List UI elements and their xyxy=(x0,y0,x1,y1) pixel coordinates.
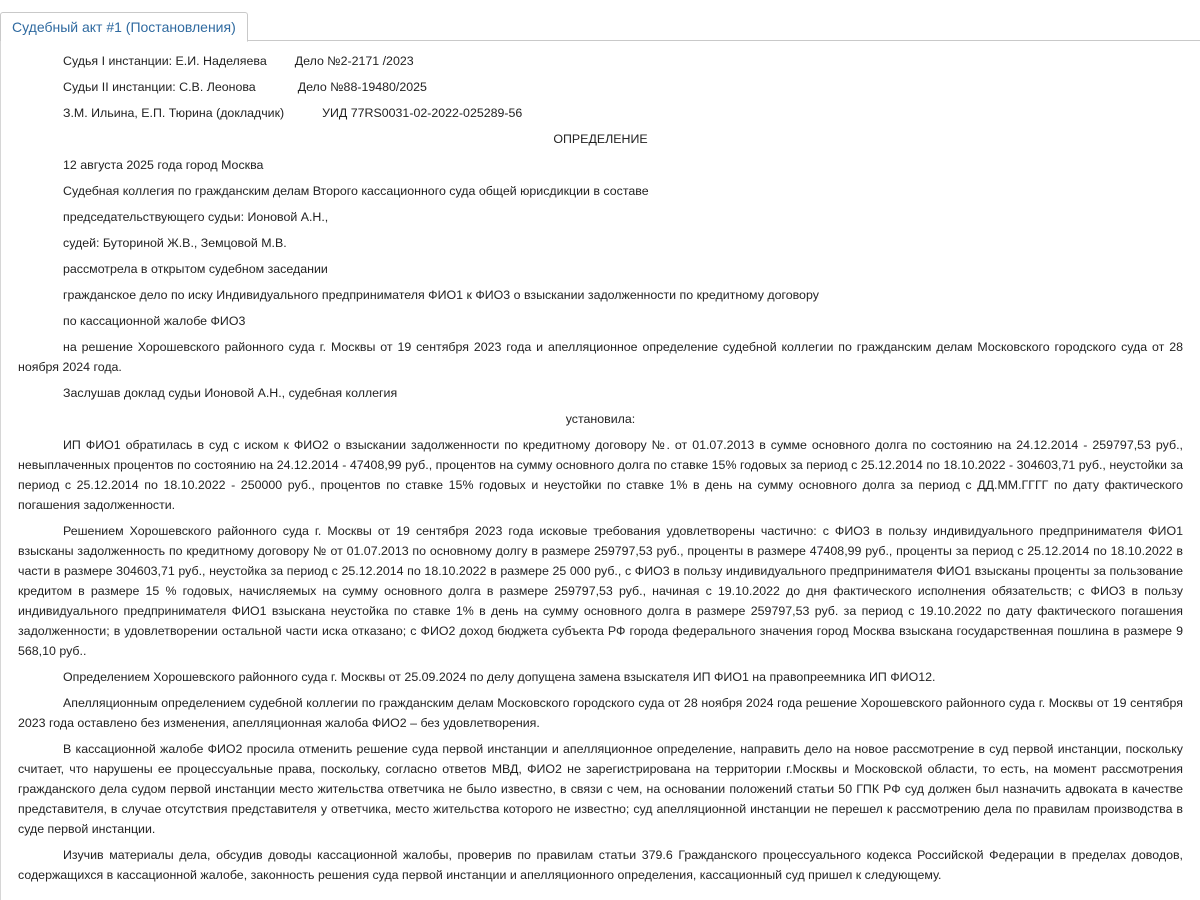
paragraph-10: Решением Хорошевского районного суда г. Москвы от 19 сентября 2023 года исковые требования удовлетворены частично: с ФИО3 в пользу индивидуального предпринимателя ФИО1 взысканы задолженность по кредитному договору № от 01.07.2013 по основному долгу в размере 259797,53 руб., проценты в размере 47408,99 руб., проценты за период с 25.12.2014 по 18.10.2022 в части в размере 304603,71 руб., неустойка за период с 25.12.2014 по 18.10.2022 в размере 25 000 руб., с ФИО3 в пользу индивидуального предпринимателя ФИО1 взысканы проценты за пользование кредитом в размере 15 % годовых, начисляемых на сумму основного долга в размере 259797,53 руб., начиная с 19.10.2022 до дня фактического исполнения обязательств; с ФИО3 в пользу индивидуального предпринимателя ФИО1 взыскана неустойка по ставке 1% в день на сумму основного долга в размере 259797,53 руб. за период с 19.10.2022 по дату фактического погашения задолженности; в удовлетворении остальной части иска отказано; с ФИО2 доход бюджета субъекта РФ города федерального значения город Москва взыскана государственная пошлина в размере 9 568,10 руб.. xyxy=(18,524,1183,658)
paragraph-13: В кассационной жалобе ФИО2 просила отменить решение суда первой инстанции и апелляционное определение, направить дело на новое рассмотрение в суд первой инстанции, поскольку считает, что нарушены ее процессуальные права, поскольку, согласно ответов МВД, ФИО2 не зарегистрирована на территории г.Москвы и Московской области, то есть, на момент рассмотрения гражданского дела судом первой инстанции место жительства ответчика не было известно, в связи с чем, на основании положений статьи 50 ГПК РФ суд должен был назначить адвоката в качестве представителя, в случае отсутствия представителя у ответчика, место жительства которого не известно; суд апелляционной инстанции не перешел к рассмотрению дела по правилам производства в суде первой инстанции. xyxy=(18,742,1183,836)
judges-second-instance: Судьи II инстанции: С.В. Леонова xyxy=(63,80,256,94)
tab-bar xyxy=(0,0,1200,41)
paragraph-11: Определением Хорошевского районного суда г. Москвы от 25.09.2024 по делу допущена замена взыскателя ИП ФИО1 на правопреемника ИП ФИО12. xyxy=(63,670,936,684)
uid-number: УИД 77RS0031-02-2022-025289-56 xyxy=(322,106,523,120)
document-title: ОПРЕДЕЛЕНИЕ xyxy=(553,132,648,146)
tab-court-act-1[interactable]: Судебный акт #1 (Постановления) xyxy=(0,12,248,42)
document-body xyxy=(18,41,1183,900)
paragraph-3: судей: Буториной Ж.В., Земцовой М.В. xyxy=(63,236,287,250)
case-number-1: Дело №2-2171 /2023 xyxy=(294,54,414,68)
paragraph-6: по кассационной жалобе ФИО3 xyxy=(63,314,246,328)
header-line-1 xyxy=(18,51,1183,71)
case-number-2: Дело №88-19480/2025 xyxy=(297,80,427,94)
paragraph-14: Изучив материалы дела, обсудив доводы кассационной жалобы, проверив по правилам статьи 379.6 Гражданского процессуального кодекса Российской Федерации в пределах доводов, содержащихся в кассационной жалобе, законность решения суда первой инстанции и апелляционного определения, кассационный суд пришел к следующему. xyxy=(18,848,1183,882)
paragraph-5: гражданское дело по иску Индивидуального предпринимателя ФИО1 к ФИО3 о взыскании задолженности по кредитному договору xyxy=(63,288,819,302)
judge-first-instance: Судья I инстанции: Е.И. Наделяева xyxy=(63,54,267,68)
content-border xyxy=(0,41,1,900)
paragraph-9: ИП ФИО1 обратилась в суд с иском к ФИО2 о взыскании задолженности по кредитному договору №. от 01.07.2013 в сумме основного долга по состоянию на 24.12.2014 - 259797,53 руб., невыплаченных процентов по состоянию на 24.12.2014 - 47408,99 руб., процентов на сумму основного долга по ставке 15% годовых за период с 25.12.2014 по 18.10.2022 - 304603,71 руб., неустойки за период с 25.12.2014 по 18.10.2022 - 250000 руб., процентов по ставке 15% годовых и неустойки по ставке 1% в день на сумму основного долга за период с ДД.ММ.ГГГГ по дату фактического погашения задолженности. xyxy=(18,438,1183,512)
paragraph-8: Заслушав доклад судьи Ионовой А.Н., судебная коллегия xyxy=(63,386,398,400)
paragraph-2: председательствующего судьи: Ионовой А.Н., xyxy=(63,210,329,224)
paragraph-7: на решение Хорошевского районного суда г. Москвы от 19 сентября 2023 года и апелляционное определение судебной коллегии по гражданским делам Московского городского суда от 28 ноября 2024 года. xyxy=(18,340,1183,374)
header-line-3 xyxy=(18,103,1183,123)
established-heading: установила: xyxy=(565,412,636,426)
date-place: 12 августа 2025 года город Москва xyxy=(63,158,264,172)
header-line-2 xyxy=(18,77,1183,97)
paragraph-12: Апелляционным определением судебной коллегии по гражданским делам Московского городского суда от 28 ноября 2024 года решение Хорошевского районного суда г. Москвы от 19 сентября 2023 года оставлено без изменения, апелляционная жалоба ФИО2 – без удовлетворения. xyxy=(18,696,1183,730)
paragraph-4: рассмотрела в открытом судебном заседании xyxy=(63,262,328,276)
paragraph-1: Судебная коллегия по гражданским делам Второго кассационного суда общей юрисдикции в составе xyxy=(63,184,649,198)
judges-panel: З.М. Ильина, Е.П. Тюрина (докладчик) xyxy=(63,106,285,120)
